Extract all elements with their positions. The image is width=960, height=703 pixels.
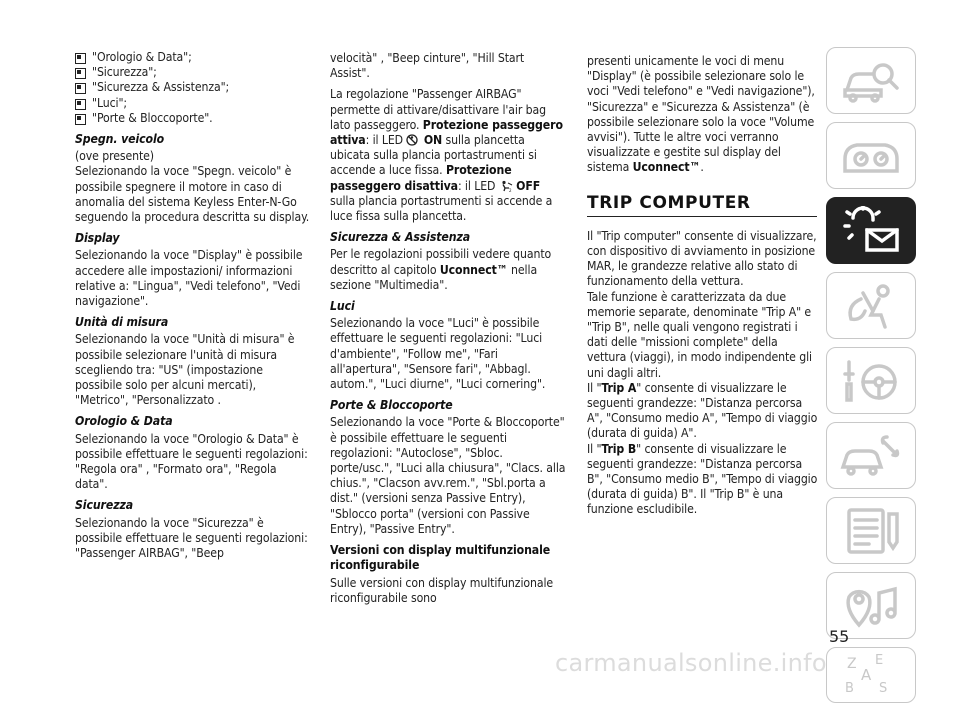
paragraph: Sulle versioni con display multifunzionale riconfigurabile sono xyxy=(330,575,554,605)
paragraph: Selezionando la voce "Sicurezza" è possibile effettuare le seguenti regolazioni: "Passenger AIRBAG", "Beep xyxy=(75,515,308,561)
svg-text:E: E xyxy=(875,653,884,668)
paragraph: Selezionando la voce "Spegn. veicolo" è possibile spegnere il motore in caso di anomalia del sistema Keyless Enter-N-Go seguendo la procedura descritta su display. xyxy=(75,164,310,225)
car-search-icon xyxy=(839,56,903,106)
light-message-icon xyxy=(839,206,903,256)
heading-versioni-display: Versioni con display multifunzionale riconfigurabile xyxy=(330,543,551,573)
steering-wheel-icon xyxy=(839,356,903,406)
tab-alphabet-index[interactable] xyxy=(826,647,916,703)
tab-airbag-seat[interactable] xyxy=(826,272,916,339)
navigation-music-icon xyxy=(839,581,903,631)
heading-spegn-veicolo: Spegn. veicolo xyxy=(75,132,165,147)
watermark: carmanualsonline.info xyxy=(555,649,827,677)
tab-light-message[interactable] xyxy=(826,197,916,264)
paragraph: Selezionando la voce "Unità di misura" è possibile selezionare l'unità di misura scegliendo tra: "US" (impostazione possibile solo per alcuni mercati), "Metrico", "Personalizzato . xyxy=(75,332,295,408)
text-column-2 xyxy=(330,51,566,612)
paragraph: presenti unicamente le voci di menu "Display" (è possibile selezionare solo le voci "Vedi telefono" e "Vedi navigazione"), "Sicurezza" e "Sicurezza & Assistenza" (è possibile selezionare solo la voce "Volume avvisi"). Tutte le altre voci verranno visualizzate e gestite sul display del sistema Uconnect™. xyxy=(587,54,815,175)
text-column-3 xyxy=(587,54,819,524)
heading-display: Display xyxy=(75,231,120,246)
document-list-icon xyxy=(839,506,903,556)
tab-car-wrench[interactable] xyxy=(826,422,916,489)
svg-text:B: B xyxy=(845,681,854,696)
paragraph: Per le regolazioni possibili vedere quanto descritto al capitolo Uconnect™ nella sezione "Multimedia". xyxy=(330,247,552,292)
text-column-1 xyxy=(75,50,311,567)
car-dashboard-icon xyxy=(839,131,903,181)
svg-text:A: A xyxy=(861,666,872,684)
bullet-square-icon xyxy=(75,83,86,94)
bullet-square-icon xyxy=(75,114,86,125)
list-item: "Sicurezza & Assistenza"; xyxy=(75,80,311,95)
paragraph: Il "Trip A" consente di visualizzare le seguenti grandezze: "Distanza percorsa A", "Consumo medio A", "Tempo di viaggio (durata di guida) A". xyxy=(587,380,818,441)
list-item: "Orologio & Data"; xyxy=(75,50,311,65)
heading-luci: Luci xyxy=(330,299,355,314)
paragraph: Tale funzione è caratterizzata da due memorie separate, denominate "Trip A" e "Trip B", nelle quali vengono registrati i dati delle "missioni complete" della vettura (viaggi), in modo indipendente gli uni dagli altri. xyxy=(587,289,812,380)
svg-text:Z: Z xyxy=(847,656,857,672)
heading-sicurezza-assistenza: Sicurezza & Assistenza xyxy=(330,230,471,245)
heading-unita-misura: Unità di misura xyxy=(75,315,169,330)
airbag-seat-icon xyxy=(839,281,903,331)
airbag-passenger-led-on-icon xyxy=(406,134,420,146)
bullet-square-icon xyxy=(75,68,86,79)
list-item: "Porte & Bloccoporte". xyxy=(75,111,311,126)
section-title: TRIP COMPUTER xyxy=(587,196,817,217)
page-number: 55 xyxy=(829,627,850,646)
heading-sicurezza: Sicurezza xyxy=(75,498,134,513)
tab-car-search[interactable] xyxy=(826,47,916,114)
paragraph-airbag: La regolazione "Passenger AIRBAG" permette di attivare/disattivare l'air bag lato passeggero. Protezione passeggero attiva: il LED ON sulla plancetta ubicata sulla plancia portastrumenti si accende a luce fissa. Protezione passeggero disattiva: il LED 2 OFF sulla plancia portastrumenti si accende a luce fissa sulla plancetta. xyxy=(330,87,563,224)
paragraph: Selezionando la voce "Orologio & Data" è possibile effettuare le seguenti regolazioni: "Regola ora" , "Formato ora", "Regola data". xyxy=(75,431,308,492)
svg-text:2: 2 xyxy=(508,187,512,192)
paragraph: Il "Trip B" consente di visualizzare le seguenti grandezze: "Distanza percorsa B", "Consumo medio B", "Tempo di viaggio (durata di guida) B". Il "Trip B" è una funzione escludibile. xyxy=(587,441,818,517)
paragraph: Selezionando la voce "Porte & Bloccoporte" è possibile effettuare le seguenti regolazioni: "Autoclose", "Sbloc. porte/usc.", "Luci alla chiusura", "Clacs. alla chius.", "Clacson avv.rem.", "Sbl.porta a dist." (versioni senza Passive Entry), "Sblocco porta" (versioni con Passive Entry), "Passive Entry". xyxy=(330,415,566,536)
svg-text:S: S xyxy=(879,681,888,696)
car-wrench-icon xyxy=(839,431,903,481)
list-item: "Luci"; xyxy=(75,96,311,111)
alphabet-index-icon xyxy=(839,650,903,700)
paragraph: Selezionando la voce "Display" è possibile accedere alle impostazioni/ informazioni relative a: "Lingua", "Vedi telefono", "Vedi navigazione". xyxy=(75,248,303,309)
tab-document-list[interactable] xyxy=(826,497,916,564)
paragraph: Il "Trip computer" consente di visualizzare, con dispositivo di avviamento in posizione MAR, le grandezze relative allo stato di funzionamento della vettura. xyxy=(587,228,817,289)
paragraph: velocità" , "Beep cinture", "Hill Start Assist". xyxy=(330,51,525,81)
tab-steering-wheel[interactable] xyxy=(826,347,916,414)
bullet-square-icon xyxy=(75,99,86,110)
paragraph: (ove presente) xyxy=(75,149,154,164)
heading-porte-bloccoporte: Porte & Bloccoporte xyxy=(330,398,453,413)
list-item: "Sicurezza"; xyxy=(75,65,311,80)
heading-orologio-data: Orologio & Data xyxy=(75,414,173,429)
tab-car-dashboard[interactable] xyxy=(826,122,916,189)
bullet-square-icon xyxy=(75,53,86,64)
airbag-passenger-led-off-icon xyxy=(499,180,513,192)
paragraph: Selezionando la voce "Luci" è possibile effettuare le seguenti regolazioni: "Luci d'ambiente", "Follow me", "Fari all'apertura", "Sensore fari", "Abbagl. autom.", "Luci diurne", "Luci cornering". xyxy=(330,316,546,392)
